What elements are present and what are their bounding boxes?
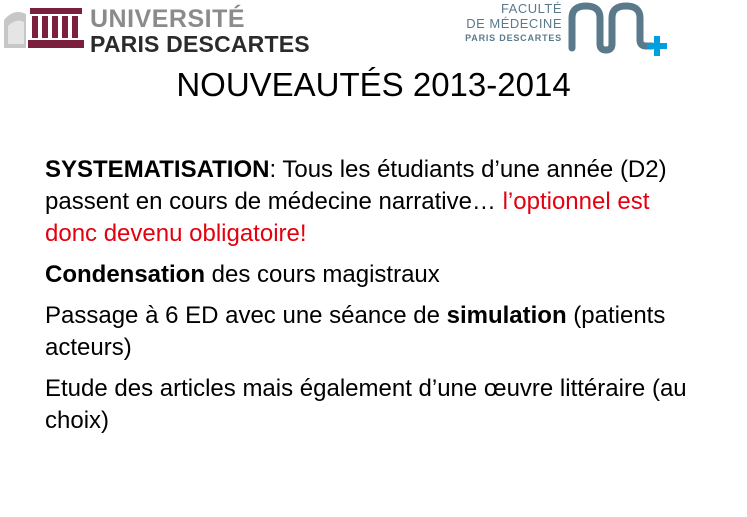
item-bold-term: SYSTEMATISATION	[45, 156, 270, 183]
faculty-name-line1: FACULTÉ	[500, 1, 562, 16]
list-item	[45, 373, 705, 437]
faculty-m-plus-icon	[566, 0, 676, 62]
item-text-pre: Passage à 6 ED avec une séance de	[45, 302, 447, 329]
university-name-line1: UNIVERSITÉ	[90, 5, 246, 33]
faculty-name-line2: DE MÉDECINE	[466, 16, 562, 31]
item-text: : Tous les étudiants d’une année (D2) passent en cours de médecine narrative…	[45, 156, 667, 215]
item-bold-term: simulation	[446, 302, 567, 329]
item-highlight-red: l’optionnel est donc devenu obligatoire!	[45, 188, 650, 247]
faculte-medecine-logo	[462, 0, 682, 60]
university-name-line2: PARIS DESCARTES	[90, 31, 310, 57]
item-bold-term: Condensation	[45, 261, 205, 288]
list-item	[45, 259, 705, 291]
faculty-name-line3: PARIS DESCARTES	[465, 33, 562, 43]
item-text: des cours magistraux	[205, 261, 440, 288]
universite-paris-descartes-logo	[0, 0, 310, 58]
item-text-post: (patients acteurs)	[45, 302, 666, 361]
university-emblem-icon	[0, 0, 90, 58]
list-item	[45, 300, 705, 364]
list-item	[45, 154, 705, 250]
slide-title: NOUVEAUTÉS 2013-2014	[176, 66, 571, 103]
slide-body	[45, 154, 705, 446]
item-text: Etude des articles mais également d’une œuvre littéraire (au choix)	[45, 375, 687, 434]
